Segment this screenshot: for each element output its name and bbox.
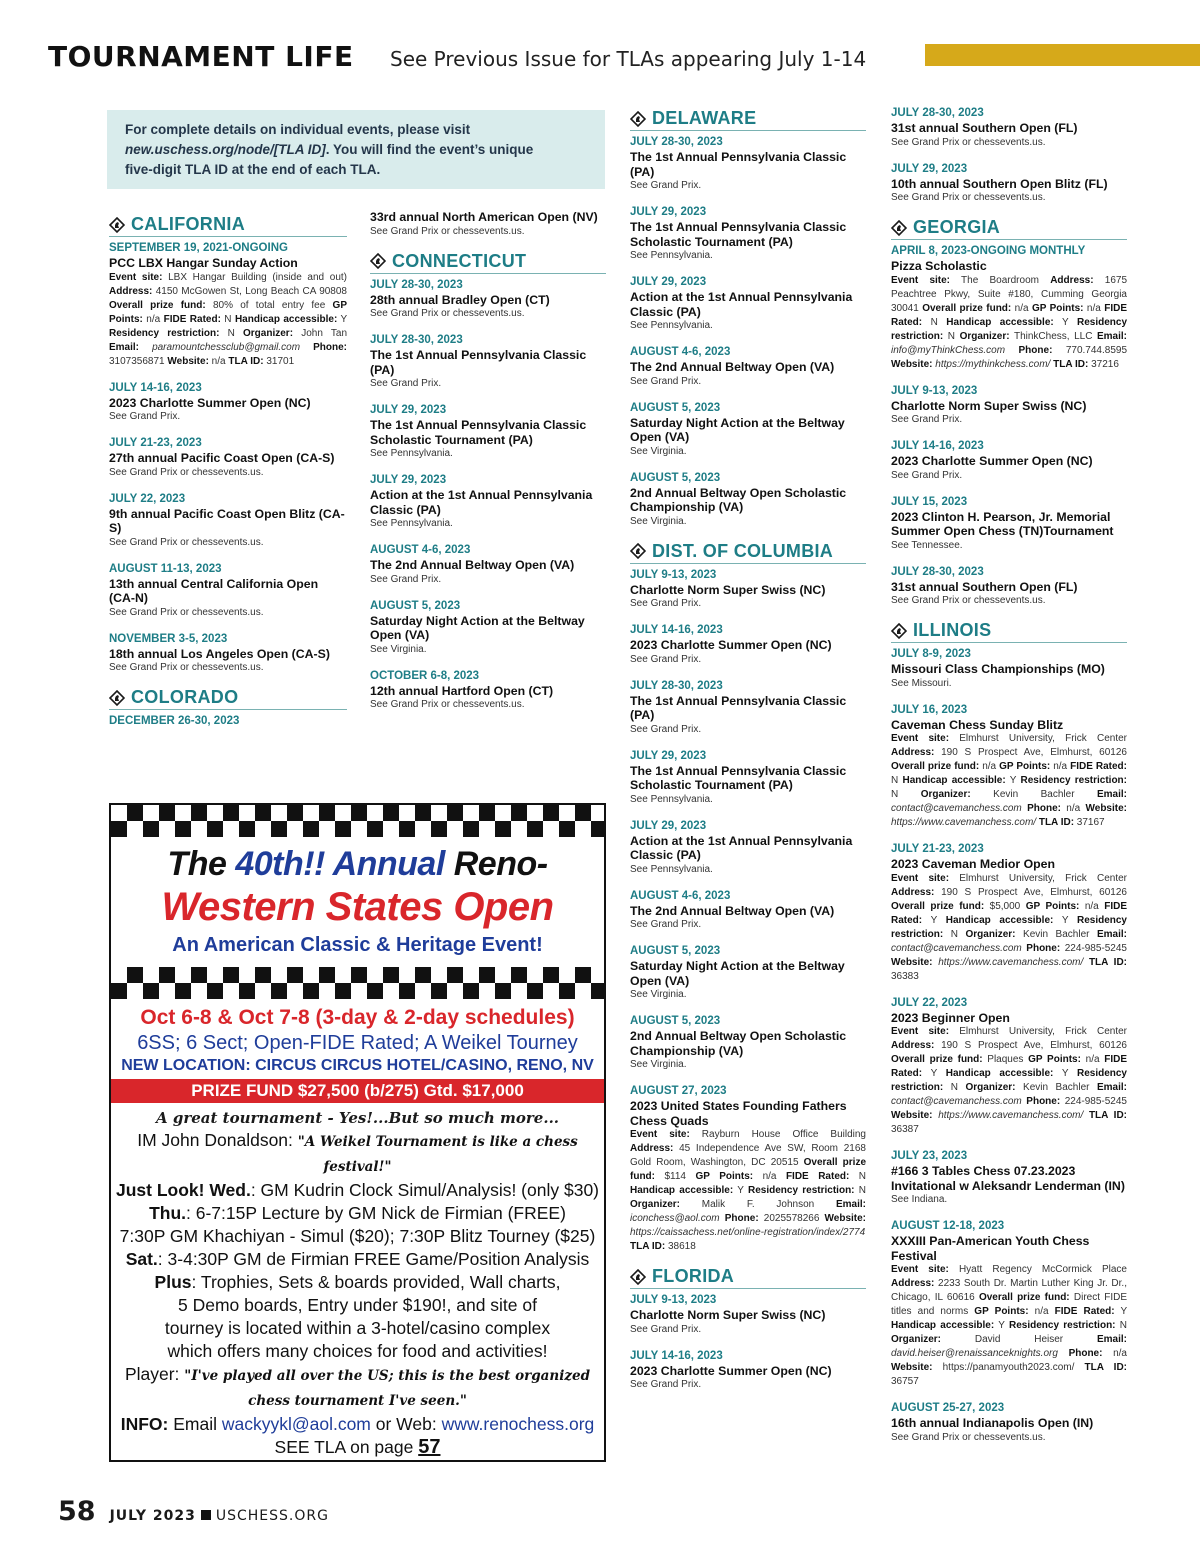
event-desc: See Virginia. [630,445,687,457]
event-desc: See Grand Prix or chessevents.us. [891,1431,1046,1443]
event-desc: See Virginia. [630,989,687,1000]
event-title: 2023 Charlotte Summer Open (NC) [630,1363,832,1378]
event [630,819,866,877]
event [891,842,1127,984]
ad-great-line: A great tournament - Yes!...But so much more... [155,1109,560,1127]
info-box [107,110,605,189]
event-title: 10th annual Southern Open Blitz (FL) [891,176,1108,191]
event [370,210,606,239]
event-date: JULY 21-23, 2023 [891,843,984,855]
event [891,244,1127,372]
event-title: 31st annual Southern Open (FL) [891,121,1078,135]
event-date: JULY 28-30, 2023 [630,136,723,148]
event-title: The 1st Annual Pennsylvania Classic (PA) [630,150,847,179]
event-date: AUGUST 11-13, 2023 [109,562,222,575]
ad-see-tla [111,1436,604,1459]
ad-see-text: SEE TLA on page [274,1437,419,1457]
event-date: DECEMBER 26-30, 2023 [109,715,240,727]
event-title: 2023 Charlotte Summer Open (NC) [630,638,832,652]
event-date: JULY 29, 2023 [630,819,707,832]
event-date: AUGUST 5, 2023 [630,945,721,957]
section-subtitle: See Previous Issue for TLAs appearing July 1-14 [390,47,867,71]
info-url[interactable]: new.uschess.org/node/[TLA ID] [125,142,326,157]
column-3 [630,108,866,1404]
state-name: GEORGIA [913,217,1001,237]
state-name: FLORIDA [652,1266,735,1286]
event-date: AUGUST 25-27, 2023 [891,1402,1005,1414]
square-icon [201,1510,211,1520]
event-title: PCC LBX Hangar Sunday Action [109,256,298,270]
event-date: JULY 28-30, 2023 [370,334,463,346]
ad-location: NEW LOCATION: CIRCUS CIRCUS HOTEL/CASINO, RENO, NV [121,1057,594,1074]
event-title: 12th annual Hartford Open (CT) [370,683,554,698]
event-date: JULY 29, 2023 [630,206,707,218]
event-desc: See Grand Prix or chessevents.us. [891,595,1046,606]
event [891,647,1127,691]
event-title: Saturday Night Action at the Beltway Open (VA) [630,959,845,988]
event-title: Action at the 1st Annual Pennsylvania Classic (PA) [630,833,853,862]
event-desc: Event site: Elmhurst University, Frick Center Address: 190 S Prospect Ave, Elmhurst, 60126 Overall prize fund: $5,000 GP Points: n/a FIDE Rated: Y Handicap accessible: Y Residency restriction: N Organizer: Kevin Bachler Email: contact@cavemanchess.com Phone: 224-985-5245 Website: https://www.cavemanchess.com/ TLA ID: 36383 [891,872,1128,982]
ad-see-page: 57 [418,1436,441,1458]
page-number: 58 [58,1496,96,1527]
state-heading-colorado [109,687,347,710]
event-title: 31st annual Southern Open (FL) [891,579,1078,594]
event-title: 16th annual Indianapolis Open (IN) [891,1416,1094,1430]
event [630,1014,866,1072]
ad-im-quote [111,1129,604,1179]
ad-player [111,1363,604,1388]
event-title: 2023 Caveman Medior Open [891,857,1056,871]
event [370,333,606,391]
ad-look [111,1179,604,1202]
event-desc: See Pennsylvania. [370,518,453,529]
ad-web-link[interactable]: www.renochess.org [441,1414,595,1434]
info-line2: . You will find the event’s unique [325,142,534,157]
event-desc: See Missouri. [891,677,952,689]
event-title: 18th annual Los Angeles Open (CA-S) [109,646,330,661]
event-date: JULY 28-30, 2023 [630,679,723,692]
event-date: AUGUST 5, 2023 [630,1015,721,1027]
event-desc: See Virginia. [630,515,687,527]
event-date: AUGUST 5, 2023 [370,599,461,612]
ad-plus-label: Plus [154,1272,192,1292]
event-title: #166 3 Tables Chess 07.23.2023 Invitational w Aleksandr Lenderman (IN) [891,1164,1125,1193]
event-desc: See Grand Prix or chessevents.us. [891,136,1046,148]
state-heading-dc [630,541,866,564]
event-title: 2nd Annual Beltway Open Scholastic Championship (VA) [630,1029,847,1058]
event-desc: See Pennsylvania. [630,250,713,261]
event-date: JULY 23, 2023 [891,1150,968,1162]
event-title: 2023 Clinton H. Pearson, Jr. Memorial Summer Open Chess (TN)Tournament [891,509,1114,538]
event-title: Charlotte Norm Super Swiss (NC) [630,582,826,597]
ad-im-quote-text: "A Weikel Tournament is like a chess festival!" [297,1134,578,1175]
event [891,1401,1127,1445]
event-title: Saturday Night Action at the Beltway Open (VA) [370,613,585,642]
event-desc: See Virginia. [370,643,427,655]
event-title: 28th annual Bradley Open (CT) [370,292,550,307]
ad-player-label: Player: [124,1364,185,1384]
ad-prize-banner: PRIZE FUND $27,500 (b/275) Gtd. $17,000 [111,1079,604,1103]
event-title: 2nd Annual Beltway Open Scholastic Championship (VA) [630,485,847,514]
event-title: The 2nd Annual Beltway Open (VA) [630,903,835,918]
chess-piece-icon [891,623,907,639]
event-desc: See Grand Prix. [370,573,442,585]
reno-ad [109,803,606,1462]
ad-email-link[interactable]: wackyykl@aol.com [221,1414,371,1434]
event [370,669,606,713]
event-date: AUGUST 27, 2023 [630,1085,727,1097]
event [370,473,606,531]
event [109,714,347,729]
ad-look-text: : GM Kudrin Clock Simul/Analysis! (only $30) [250,1180,599,1200]
event [891,565,1127,609]
ad-format: 6SS; 6 Sect; Open-FIDE Rated; A Weikel Tourney [137,1032,578,1054]
event-title: The 2nd Annual Beltway Open (VA) [630,360,835,374]
event [630,568,866,612]
event [370,278,606,322]
event-date: NOVEMBER 3-5, 2023 [109,632,228,645]
ad-look-label: Just Look! Wed. [116,1180,251,1200]
event-title: The 1st Annual Pennsylvania Classic (PA) [630,693,847,722]
page-header [48,40,1200,80]
event-desc: See Grand Prix or chessevents.us. [370,699,525,710]
event-title: 2023 Beginner Open [891,1010,1010,1025]
state-heading-california [109,214,347,237]
chess-piece-icon [630,543,646,559]
event-desc: See Grand Prix. [630,1323,702,1335]
state-name: ILLINOIS [913,620,992,640]
event-desc: See Pennsylvania. [630,793,713,805]
event-title: Action at the 1st Annual Pennsylvania Classic (PA) [370,488,593,517]
state-heading-connecticut [370,251,606,274]
event-title: The 2nd Annual Beltway Open (VA) [370,558,575,572]
event-title: Caveman Chess Sunday Blitz [891,717,1064,732]
event-date: JULY 28-30, 2023 [370,278,463,291]
ad-plus-text: : Trophies, Sets & boards provided, Wall charts, [191,1272,561,1292]
event-desc: Event site: The Boardroom Address: 1675 Peachtree Pkwy, Suite #180, Cumming Georgia 30041 Overall prize fund: n/a GP Points: n/a FIDE Rated: N Handicap accessible: Y Residency restriction: N Organizer: ThinkChess, LLC Email: info@myThinkChess.com Phone: 770.744.8595 Website: https://mythinkchess.com/ TLA ID: 37216 [891,274,1128,370]
ad-thu-label: Thu. [149,1203,186,1223]
info-line1: For complete details on individual events, please visit [125,122,471,137]
event-desc: See Grand Prix. [630,723,702,735]
event-desc: See Grand Prix or chessevents.us. [109,466,264,478]
event-desc: See Grand Prix or chessevents.us. [370,225,525,237]
event [630,401,866,459]
event-desc: See Pennsylvania. [370,448,453,459]
state-name: DIST. OF COLUMBIA [652,540,834,561]
event-title: 27th annual Pacific Coast Open (CA-S) [109,451,335,465]
ad-info-label: INFO: [120,1414,169,1434]
ad-simul: 7:30P GM Khachiyan - Simul ($20); 7:30P Blitz Tourney ($25) [119,1226,596,1246]
ad-player-quote2: chess tournament I've seen." [248,1393,467,1409]
event-date: AUGUST 4-6, 2023 [630,346,731,358]
event-desc: Event site: Elmhurst University, Frick Center Address: 190 S Prospect Ave, Elmhurst, 60126 Overall prize fund: Plaques GP Points: n/a FIDE Rated: Y Handicap accessible: Y Residency restriction: N Organizer: Kevin Bachler Email: contact@cavemanchess.com Phone: 224-985-5245 Website: https://www.cavemanchess.com/ TLA ID: 36387 [891,1026,1128,1135]
event-title: Action at the 1st Annual Pennsylvania Classic (PA) [630,290,853,319]
event [109,241,347,369]
state-name: COLORADO [131,687,239,707]
header-accent-bar [925,44,1200,66]
event [630,944,866,1002]
event [630,623,866,667]
event-title: 33rd annual North American Open (NV) [370,210,598,224]
ad-headline-a: The [167,845,236,883]
ad-sat-label: Sat. [125,1249,158,1269]
event-date: AUGUST 4-6, 2023 [370,544,471,556]
event-title: Saturday Night Action at the Beltway Open (VA) [630,415,845,444]
state-name: CONNECTICUT [392,250,527,271]
event [630,471,866,529]
event [109,562,347,620]
ad-choices: which offers many choices for food and activities! [167,1341,548,1361]
ad-info-web-label: or Web: [370,1414,442,1434]
event [370,599,606,657]
event-desc: See Grand Prix or chessevents.us. [370,308,525,319]
event [630,749,866,807]
event-date: JULY 29, 2023 [370,474,447,486]
column-4 [891,106,1127,1457]
chess-piece-icon [891,220,907,236]
event-title: Missouri Class Championships (MO) [891,662,1105,676]
event-date: JULY 14-16, 2023 [630,1349,723,1362]
state-name: CALIFORNIA [131,214,245,234]
chess-piece-icon [370,253,386,269]
event-date: JULY 14-16, 2023 [109,381,202,394]
event-desc: See Grand Prix. [630,598,702,609]
state-heading-delaware [630,108,866,131]
event-desc: Event site: Hyatt Regency McCormick Place Address: 2233 South Dr. Martin Luther King Jr. Dr., Chicago, IL 60616 Overall prize fund: Direct FIDE titles and norms GP Points: n/a FIDE Rated: Y Handicap accessible: Y Residency restriction: N Organizer: David Heiser Email: david.heiser@renaissanceknights.org Phone: n/a Website: https://panamyouth2023.com/ TLA ID: 36757 [891,1264,1128,1387]
ad-headline-c: Reno- [444,845,548,883]
event [630,1084,866,1254]
ad-demo: 5 Demo boards, Entry under $190!, and site of [178,1295,537,1315]
event-desc: See Grand Prix. [370,378,442,389]
event-title: The 1st Annual Pennsylvania Classic Scholastic Tournament (PA) [370,418,587,447]
info-line3: five-digit TLA ID at the end of each TLA. [125,162,381,177]
event-date: AUGUST 12-18, 2023 [891,1220,1005,1232]
event-desc: See Grand Prix. [109,411,181,422]
event-desc: Event site: Rayburn House Office Building Address: 45 Independence Ave SW, Room 2168 Gold Room, Washington, DC 20515 Overall prize fund: $114 GP Points: n/a FIDE Rated: N Handicap accessible: Y Residency restriction: N Organizer: Malik F. Johnson Email: iconchess@aol.com Phone: 2025578266 Website: https://caissachess.net/online-registration/index/2774 TLA ID: 38618 [630,1129,867,1252]
event [891,703,1127,831]
ad-info [111,1413,604,1436]
event-date: JULY 22, 2023 [109,492,186,505]
checker-band [111,967,604,999]
event [109,381,347,425]
event-date: JULY 21-23, 2023 [109,437,202,449]
event-date: AUGUST 4-6, 2023 [630,889,731,902]
state-heading-florida [630,1266,866,1289]
ad-tourney: tourney is located within a 3-hotel/casino complex [164,1318,551,1338]
event [109,436,347,480]
event [630,889,866,933]
event [630,135,866,193]
ad-headline-b: 40th!! Annual [235,845,445,883]
event-desc: See Pennsylvania. [630,863,713,875]
event-title: 2023 United States Founding Fathers Chess Quads [630,1099,847,1128]
ad-tagline: An American Classic & Heritage Event! [172,934,543,956]
event [630,205,866,263]
event-date: SEPTEMBER 19, 2021-ONGOING [109,242,288,254]
event [370,403,606,461]
event [109,632,347,676]
event-title: The 1st Annual Pennsylvania Classic (PA) [370,348,587,377]
event-desc: See Grand Prix or chessevents.us. [109,606,264,618]
event-date: APRIL 8, 2023-ONGOING MONTHLY [891,245,1086,257]
column-2 [370,210,606,724]
event-desc: See Grand Prix or chessevents.us. [109,662,264,673]
event-date: AUGUST 5, 2023 [630,401,721,414]
ad-sat-text: : 3-4:30P GM de Firmian FREE Game/Position Analysis [157,1249,590,1269]
ad-info-email-label: Email [168,1414,222,1434]
event-date: JULY 16, 2023 [891,703,968,716]
state-name: DELAWARE [652,108,757,128]
event [891,439,1127,483]
event-desc: See Grand Prix. [630,653,702,665]
event [630,275,866,333]
event-date: JULY 9-13, 2023 [630,568,717,581]
event-desc: See Grand Prix or chessevents.us. [109,536,264,548]
event-date: JULY 14-16, 2023 [891,440,984,452]
chess-piece-icon [109,217,125,233]
state-heading-illinois [891,620,1127,643]
event [891,996,1127,1138]
checker-band [111,805,604,837]
event [370,543,606,587]
event [630,345,866,389]
event [891,162,1127,206]
event-title: The 1st Annual Pennsylvania Classic Scholastic Tournament (PA) [630,763,847,792]
event-title: 13th annual Central California Open (CA-N) [109,576,319,605]
state-heading-georgia [891,217,1127,240]
event-date: JULY 28-30, 2023 [891,107,984,119]
event-title: 2023 Charlotte Summer Open (NC) [109,395,311,410]
event [891,495,1127,553]
chess-piece-icon [630,111,646,127]
event [630,1349,866,1393]
event-title: The 1st Annual Pennsylvania Classic Scholastic Tournament (PA) [630,220,847,249]
event-desc: See Tennessee. [891,539,963,551]
event-desc: See Grand Prix. [630,180,702,191]
chess-piece-icon [630,1269,646,1285]
event-desc: Event site: LBX Hangar Building (inside and out) Address: 4150 McGowen St, Long Beach CA 90808 Overall prize fund: 80% of total entry fee GP Points: n/a FIDE Rated: N Handicap accessible: Y Residency restriction: N Organizer: John Tan Email: paramountchessclub@gmail.com Phone: 3107356871 Website: n/a TLA ID: 31701 [109,271,348,367]
event-date: JULY 29, 2023 [370,404,447,416]
event [630,1293,866,1337]
event-desc: See Pennsylvania. [630,320,713,331]
event [109,492,347,550]
event-date: JULY 9-13, 2023 [630,1294,717,1306]
ad-event-name: Western States Open [161,885,554,929]
event-date: JULY 14-16, 2023 [630,624,723,636]
ad-sat [111,1248,604,1271]
event-title: 9th annual Pacific Coast Open Blitz (CA-S) [109,506,345,535]
event-date: JULY 8-9, 2023 [891,648,971,660]
event [891,106,1127,150]
site-name: USCHESS.ORG [215,1508,329,1524]
event [891,1219,1127,1389]
event-date: JULY 29, 2023 [891,162,968,175]
page-footer [58,1496,329,1527]
event-date: JULY 15, 2023 [891,495,968,508]
event-desc: See Grand Prix. [630,919,702,930]
event-desc: See Grand Prix or chessevents.us. [891,192,1046,203]
event-desc: See Grand Prix. [891,469,963,481]
event-title: 2023 Charlotte Summer Open (NC) [891,454,1093,468]
ad-player-quote1: "I've played all over the US; this is the best organized [184,1368,591,1384]
ad-headline [111,845,604,884]
event-date: JULY 22, 2023 [891,996,968,1009]
event-title: XXXIII Pan-American Youth Chess Festival [891,1234,1090,1263]
event-title: Charlotte Norm Super Swiss (NC) [630,1308,826,1322]
event-desc: Event site: Elmhurst University, Frick Center Address: 190 S Prospect Ave, Elmhurst, 60126 Overall prize fund: n/a GP Points: n/a FIDE Rated: N Handicap accessible: Y Residency restriction: N Organizer: Kevin Bachler Email: contact@cavemanchess.com Phone: n/a Website: https://www.cavemanchess.com/ TLA ID: 37167 [891,733,1128,828]
event-desc: See Grand Prix. [630,1379,702,1390]
ad-player-2 [111,1388,604,1413]
issue-month: JULY 2023 [109,1508,196,1524]
ad-im: IM John Donaldson: [137,1130,298,1150]
ad-thu-text: : 6-7:15P Lecture by GM Nick de Firmian (FREE) [186,1203,566,1223]
event-date: JULY 9-13, 2023 [891,384,978,397]
info-text [125,120,587,180]
event [891,384,1127,428]
event-desc: See Grand Prix. [891,414,963,425]
event-date: AUGUST 5, 2023 [630,471,721,484]
event-date: JULY 29, 2023 [630,276,707,288]
event [630,679,866,737]
event-desc: See Grand Prix. [630,375,702,387]
event-date: OCTOBER 6-8, 2023 [370,669,480,682]
ad-thu [111,1202,604,1225]
chess-piece-icon [109,690,125,706]
ad-dates: Oct 6-8 & Oct 7-8 (3-day & 2-day schedules) [140,1006,575,1029]
event-title: Charlotte Norm Super Swiss (NC) [891,398,1087,413]
event-desc: See Virginia. [630,1059,687,1070]
column-1 [109,214,347,741]
ad-plus [111,1271,604,1294]
section-title: TOURNAMENT LIFE [48,40,354,73]
event [891,1149,1127,1207]
event-desc: See Indiana. [891,1194,948,1205]
event-date: JULY 29, 2023 [630,749,707,762]
event-title: Pizza Scholastic [891,259,987,273]
event-date: JULY 28-30, 2023 [891,565,984,578]
